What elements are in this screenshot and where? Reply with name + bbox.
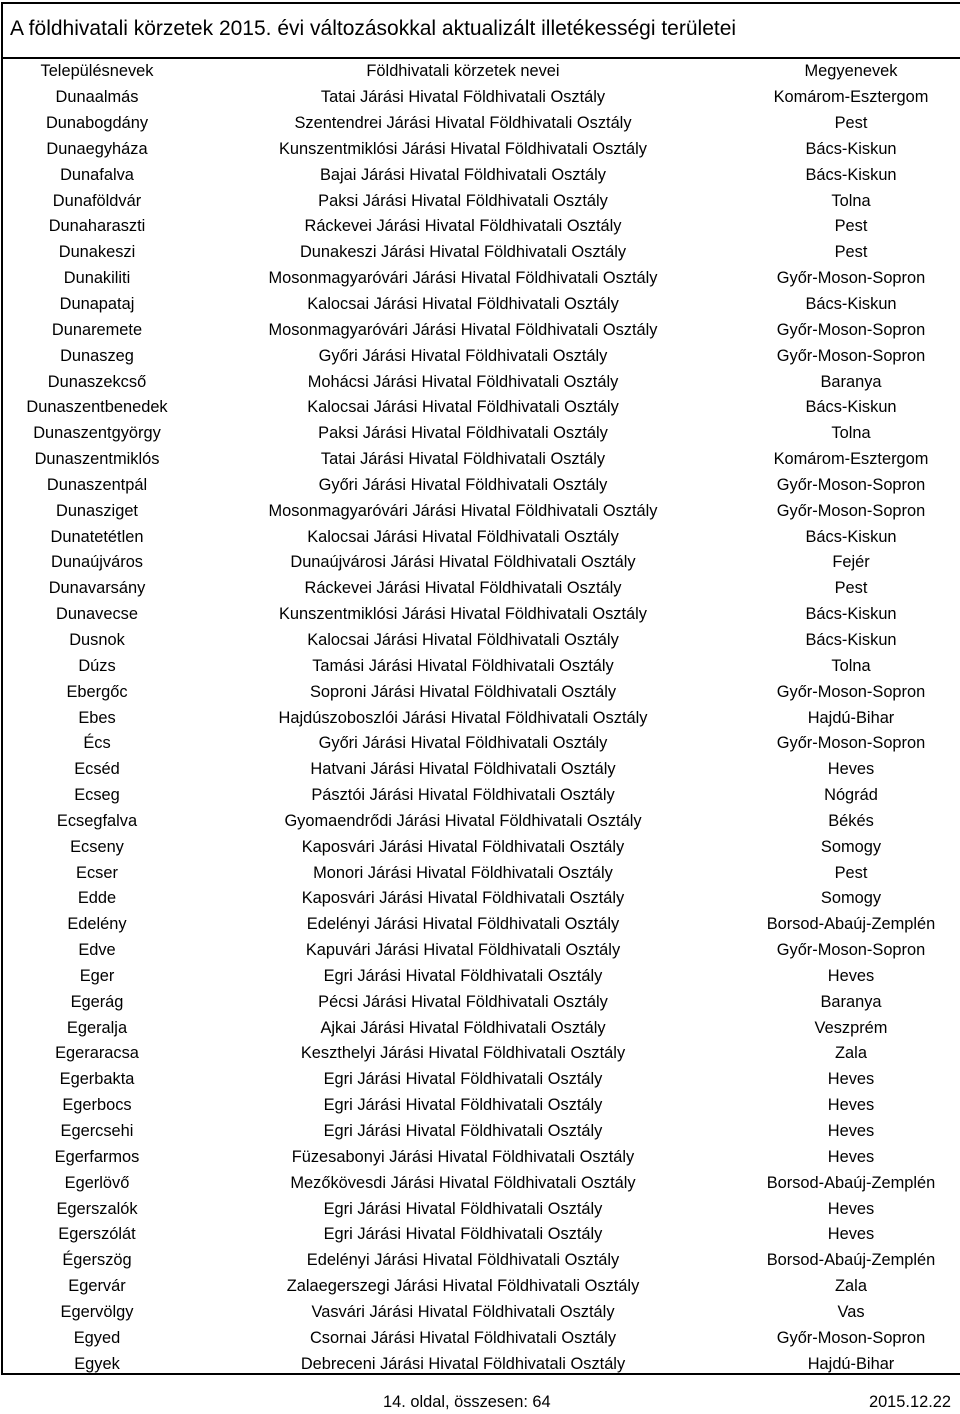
county-cell: Győr-Moson-Sopron xyxy=(776,734,926,753)
table-row xyxy=(2,421,960,447)
settlement-cell: Edde xyxy=(77,889,117,908)
settlement-cell: Dunaszentgyörgy xyxy=(33,424,161,443)
table-row xyxy=(2,1274,960,1300)
county-cell: Békés xyxy=(828,811,874,830)
table-row xyxy=(2,989,960,1015)
table-row xyxy=(2,1248,960,1274)
table-row xyxy=(2,1300,960,1326)
table-row xyxy=(2,1093,960,1119)
county-cell: Borsod-Abaúj-Zemplén xyxy=(766,915,936,934)
land-office-cell: Gyomaendrődi Járási Hivatal Földhivatali Osztály xyxy=(284,811,642,830)
table-body xyxy=(2,85,960,1377)
settlement-cell: Egerszalók xyxy=(56,1199,138,1218)
settlement-cell: Dunaszentpál xyxy=(46,475,148,494)
land-office-cell: Tamási Járási Hivatal Földhivatali Osztály xyxy=(312,656,614,675)
land-office-cell: Hatvani Járási Hivatal Földhivatali Osztály xyxy=(310,760,616,779)
county-cell: Borsod-Abaúj-Zemplén xyxy=(766,1173,936,1192)
settlement-cell: Egervár xyxy=(68,1277,126,1296)
settlement-cell: Egyek xyxy=(74,1354,120,1373)
county-cell: Bács-Kiskun xyxy=(805,527,897,546)
settlement-cell: Egerszólát xyxy=(58,1225,136,1244)
county-cell: Hajdú-Bihar xyxy=(807,708,895,727)
county-cell: Győr-Moson-Sopron xyxy=(776,1328,926,1347)
land-office-cell: Paksi Járási Hivatal Földhivatali Osztály xyxy=(318,424,608,443)
settlement-cell: Dunakiliti xyxy=(63,269,131,288)
land-office-cell: Egri Járási Hivatal Földhivatali Osztály xyxy=(323,966,603,985)
settlement-cell: Dunakeszi xyxy=(58,243,136,262)
county-cell: Heves xyxy=(827,1147,875,1166)
table-row xyxy=(2,653,960,679)
table-row xyxy=(2,214,960,240)
land-office-cell: Soproni Járási Hivatal Földhivatali Osztály xyxy=(309,682,617,701)
land-office-cell: Kalocsai Járási Hivatal Földhivatali Osztály xyxy=(307,630,619,649)
county-cell: Somogy xyxy=(820,889,882,908)
settlement-cell: Egeraracsa xyxy=(55,1044,139,1063)
county-cell: Tolna xyxy=(831,656,871,675)
table-row xyxy=(2,550,960,576)
table-row xyxy=(2,395,960,421)
county-cell: Fejér xyxy=(832,553,870,572)
land-office-cell: Kalocsai Járási Hivatal Földhivatali Osztály xyxy=(307,398,619,417)
county-cell: Pest xyxy=(834,863,868,882)
settlement-cell: Écs xyxy=(83,734,111,753)
settlement-cell: Dunaszeg xyxy=(60,346,134,365)
table-row xyxy=(2,938,960,964)
county-cell: Veszprém xyxy=(814,1018,888,1037)
county-cell: Nógrád xyxy=(824,786,878,805)
table-row xyxy=(2,912,960,938)
table-row xyxy=(2,188,960,214)
land-office-cell: Dunaújvárosi Járási Hivatal Földhivatali Osztály xyxy=(290,553,636,572)
land-office-cell: Kalocsai Járási Hivatal Földhivatali Osztály xyxy=(307,295,619,314)
settlement-cell: Égerszög xyxy=(62,1251,132,1270)
table-row xyxy=(2,679,960,705)
settlement-cell: Eger xyxy=(79,966,115,985)
county-cell: Baranya xyxy=(820,372,882,391)
land-office-cell: Keszthelyi Járási Hivatal Földhivatali Osztály xyxy=(300,1044,626,1063)
jurisdiction-table xyxy=(2,59,960,1377)
settlement-cell: Dunapataj xyxy=(59,295,135,314)
settlement-cell: Ecséd xyxy=(74,760,120,779)
county-cell: Pest xyxy=(834,114,868,133)
table-row xyxy=(2,162,960,188)
county-cell: Győr-Moson-Sopron xyxy=(776,501,926,520)
table-row xyxy=(2,860,960,886)
land-office-cell: Szentendrei Járási Hivatal Földhivatali Osztály xyxy=(294,114,632,133)
county-cell: Győr-Moson-Sopron xyxy=(776,475,926,494)
settlement-cell: Ebergőc xyxy=(66,682,128,701)
land-office-cell: Győri Járási Hivatal Földhivatali Osztály xyxy=(318,734,608,753)
land-office-cell: Ajkai Járási Hivatal Földhivatali Osztály xyxy=(320,1018,606,1037)
county-cell: Tolna xyxy=(831,191,871,210)
land-office-cell: Mosonmagyaróvári Járási Hivatal Földhivatali Osztály xyxy=(268,501,658,520)
land-office-cell: Kunszentmiklósi Járási Hivatal Földhivatali Osztály xyxy=(278,139,647,158)
land-office-cell: Mezőkövesdi Járási Hivatal Földhivatali Osztály xyxy=(290,1173,636,1192)
land-office-cell: Egri Járási Hivatal Földhivatali Osztály xyxy=(323,1225,603,1244)
county-cell: Bács-Kiskun xyxy=(805,398,897,417)
county-cell: Pest xyxy=(834,243,868,262)
county-cell: Győr-Moson-Sopron xyxy=(776,941,926,960)
settlement-cell: Ecseny xyxy=(70,837,124,856)
land-office-cell: Mosonmagyaróvári Járási Hivatal Földhivatali Osztály xyxy=(268,269,658,288)
table-row xyxy=(2,111,960,137)
table-row xyxy=(2,757,960,783)
settlement-cell: Dunavecse xyxy=(55,605,138,624)
settlement-cell: Edelény xyxy=(67,915,127,934)
settlement-cell: Dunaszekcső xyxy=(47,372,147,391)
page-number: 14. oldal, összesen: 64 xyxy=(383,1393,551,1411)
land-office-cell: Kaposvári Járási Hivatal Földhivatali Osztály xyxy=(301,837,625,856)
page-title: A földhivatali körzetek 2015. évi változásokkal aktualizált illetékességi területei xyxy=(10,17,737,40)
table-row xyxy=(2,1351,960,1377)
county-cell: Bács-Kiskun xyxy=(805,139,897,158)
table-row xyxy=(2,731,960,757)
settlement-cell: Dunaremete xyxy=(51,320,143,339)
county-cell: Bács-Kiskun xyxy=(805,630,897,649)
table-row xyxy=(2,266,960,292)
table-row xyxy=(2,576,960,602)
county-cell: Hajdú-Bihar xyxy=(807,1354,895,1373)
table-row xyxy=(2,498,960,524)
table-row xyxy=(2,1119,960,1145)
table-row xyxy=(2,705,960,731)
land-office-cell: Edelényi Járási Hivatal Földhivatali Osztály xyxy=(306,1251,620,1270)
land-office-cell: Kapuvári Járási Hivatal Földhivatali Osztály xyxy=(305,941,621,960)
county-cell: Borsod-Abaúj-Zemplén xyxy=(766,1251,936,1270)
land-office-cell: Debreceni Járási Hivatal Földhivatali Osztály xyxy=(300,1354,626,1373)
settlement-cell: Dusnok xyxy=(69,630,125,649)
land-office-cell: Győri Járási Hivatal Földhivatali Osztály xyxy=(318,346,608,365)
table-row xyxy=(2,1196,960,1222)
table-row xyxy=(2,524,960,550)
county-cell: Győr-Moson-Sopron xyxy=(776,320,926,339)
county-cell: Heves xyxy=(827,1199,875,1218)
settlement-cell: Dunaföldvár xyxy=(52,191,142,210)
settlement-cell: Dúzs xyxy=(78,656,116,675)
land-office-cell: Monori Járási Hivatal Földhivatali Osztály xyxy=(313,863,613,882)
county-cell: Zala xyxy=(835,1277,867,1296)
county-cell: Komárom-Esztergom xyxy=(773,450,929,469)
table-row xyxy=(2,1222,960,1248)
table-row xyxy=(2,292,960,318)
settlement-cell: Ecser xyxy=(76,863,118,882)
settlement-cell: Egervölgy xyxy=(60,1302,134,1321)
settlement-cell: Dunasziget xyxy=(55,501,138,520)
county-cell: Heves xyxy=(827,760,875,779)
county-cell: Pest xyxy=(834,579,868,598)
settlement-cell: Ecsegfalva xyxy=(56,811,138,830)
settlement-cell: Egercsehi xyxy=(60,1122,134,1141)
county-cell: Somogy xyxy=(820,837,882,856)
land-office-cell: Pécsi Járási Hivatal Földhivatali Osztály xyxy=(318,992,608,1011)
table-row xyxy=(2,1067,960,1093)
table-row xyxy=(2,602,960,628)
county-cell: Bács-Kiskun xyxy=(805,295,897,314)
table-row xyxy=(2,473,960,499)
settlement-cell: Dunaalmás xyxy=(55,88,139,107)
land-office-cell: Kunszentmiklósi Járási Hivatal Földhivatali Osztály xyxy=(278,605,647,624)
table-row xyxy=(2,834,960,860)
column-header-settlement: Településnevek xyxy=(40,62,154,81)
county-cell: Heves xyxy=(827,1070,875,1089)
table-row xyxy=(2,343,960,369)
column-header-land-office: Földhivatali körzetek nevei xyxy=(366,62,560,81)
table-row xyxy=(2,85,960,111)
land-office-cell: Egri Járási Hivatal Földhivatali Osztály xyxy=(323,1070,603,1089)
table-header-row xyxy=(2,59,960,85)
land-office-cell: Győri Járási Hivatal Földhivatali Osztály xyxy=(318,475,608,494)
county-cell: Győr-Moson-Sopron xyxy=(776,346,926,365)
table-row xyxy=(2,369,960,395)
land-office-cell: Mohácsi Járási Hivatal Földhivatali Osztály xyxy=(307,372,619,391)
settlement-cell: Dunavarsány xyxy=(48,579,146,598)
county-cell: Bács-Kiskun xyxy=(805,605,897,624)
land-office-cell: Egri Járási Hivatal Földhivatali Osztály xyxy=(323,1096,603,1115)
settlement-cell: Egerfarmos xyxy=(54,1147,140,1166)
table-row xyxy=(2,317,960,343)
settlement-cell: Dunaharaszti xyxy=(48,217,146,236)
document-date: 2015.12.22 xyxy=(868,1393,951,1411)
county-cell: Vas xyxy=(837,1302,865,1321)
land-office-cell: Egri Járási Hivatal Földhivatali Osztály xyxy=(323,1199,603,1218)
table-row xyxy=(2,1144,960,1170)
table-row xyxy=(2,240,960,266)
land-office-cell: Csornai Járási Hivatal Földhivatali Osztály xyxy=(309,1328,617,1347)
settlement-cell: Egeralja xyxy=(66,1018,128,1037)
settlement-cell: Ebes xyxy=(78,708,116,727)
settlement-cell: Edve xyxy=(78,941,116,960)
land-office-cell: Tatai Járási Hivatal Földhivatali Osztály xyxy=(320,450,606,469)
settlement-cell: Dunaegyháza xyxy=(46,139,148,158)
land-office-cell: Dunakeszi Járási Hivatal Földhivatali Osztály xyxy=(299,243,627,262)
settlement-cell: Egerlövő xyxy=(64,1173,130,1192)
county-cell: Győr-Moson-Sopron xyxy=(776,682,926,701)
land-office-cell: Mosonmagyaróvári Járási Hivatal Földhivatali Osztály xyxy=(268,320,658,339)
land-office-cell: Edelényi Járási Hivatal Földhivatali Osztály xyxy=(306,915,620,934)
table-row xyxy=(2,1325,960,1351)
land-office-cell: Ráckevei Járási Hivatal Földhivatali Osztály xyxy=(304,579,622,598)
settlement-cell: Ecseg xyxy=(74,786,120,805)
county-cell: Heves xyxy=(827,966,875,985)
county-cell: Baranya xyxy=(820,992,882,1011)
county-cell: Heves xyxy=(827,1122,875,1141)
settlement-cell: Egerbocs xyxy=(62,1096,132,1115)
table-row xyxy=(2,447,960,473)
county-cell: Győr-Moson-Sopron xyxy=(776,269,926,288)
land-office-cell: Pásztói Járási Hivatal Földhivatali Osztály xyxy=(311,786,615,805)
settlement-cell: Dunaszentbenedek xyxy=(26,398,168,417)
settlement-cell: Dunaszentmiklós xyxy=(34,450,160,469)
settlement-cell: Egerbakta xyxy=(59,1070,135,1089)
table-row xyxy=(2,964,960,990)
land-office-cell: Paksi Járási Hivatal Földhivatali Osztály xyxy=(318,191,608,210)
county-cell: Heves xyxy=(827,1225,875,1244)
land-office-cell: Kaposvári Járási Hivatal Földhivatali Osztály xyxy=(301,889,625,908)
land-office-cell: Ráckevei Járási Hivatal Földhivatali Osztály xyxy=(304,217,622,236)
table-row xyxy=(2,1170,960,1196)
land-office-cell: Bajai Járási Hivatal Földhivatali Osztály xyxy=(319,165,607,184)
table-row xyxy=(2,1015,960,1041)
county-cell: Zala xyxy=(835,1044,867,1063)
land-office-cell: Egri Járási Hivatal Földhivatali Osztály xyxy=(323,1122,603,1141)
settlement-cell: Dunabogdány xyxy=(45,114,149,133)
table-row xyxy=(2,808,960,834)
settlement-cell: Dunafalva xyxy=(60,165,134,184)
table-row xyxy=(2,137,960,163)
table-row xyxy=(2,628,960,654)
settlement-cell: Dunaújváros xyxy=(50,553,144,572)
county-cell: Bács-Kiskun xyxy=(805,165,897,184)
county-cell: Heves xyxy=(827,1096,875,1115)
table-row xyxy=(2,886,960,912)
land-office-cell: Kalocsai Járási Hivatal Földhivatali Osztály xyxy=(307,527,619,546)
settlement-cell: Egyed xyxy=(73,1328,121,1347)
column-header-county: Megyenevek xyxy=(804,62,898,81)
land-office-cell: Füzesabonyi Járási Hivatal Földhivatali Osztály xyxy=(291,1147,635,1166)
land-office-cell: Zalaegerszegi Járási Hivatal Földhivatali Osztály xyxy=(286,1277,640,1296)
settlement-cell: Dunatetétlen xyxy=(50,527,144,546)
land-office-cell: Vasvári Járási Hivatal Földhivatali Osztály xyxy=(311,1302,615,1321)
table-row xyxy=(2,783,960,809)
county-cell: Pest xyxy=(834,217,868,236)
table-row xyxy=(2,1041,960,1067)
land-office-cell: Hajdúszoboszlói Járási Hivatal Földhivatali Osztály xyxy=(278,708,648,727)
county-cell: Komárom-Esztergom xyxy=(773,88,929,107)
settlement-cell: Egerág xyxy=(70,992,124,1011)
land-office-cell: Tatai Járási Hivatal Földhivatali Osztály xyxy=(320,88,606,107)
county-cell: Tolna xyxy=(831,424,871,443)
